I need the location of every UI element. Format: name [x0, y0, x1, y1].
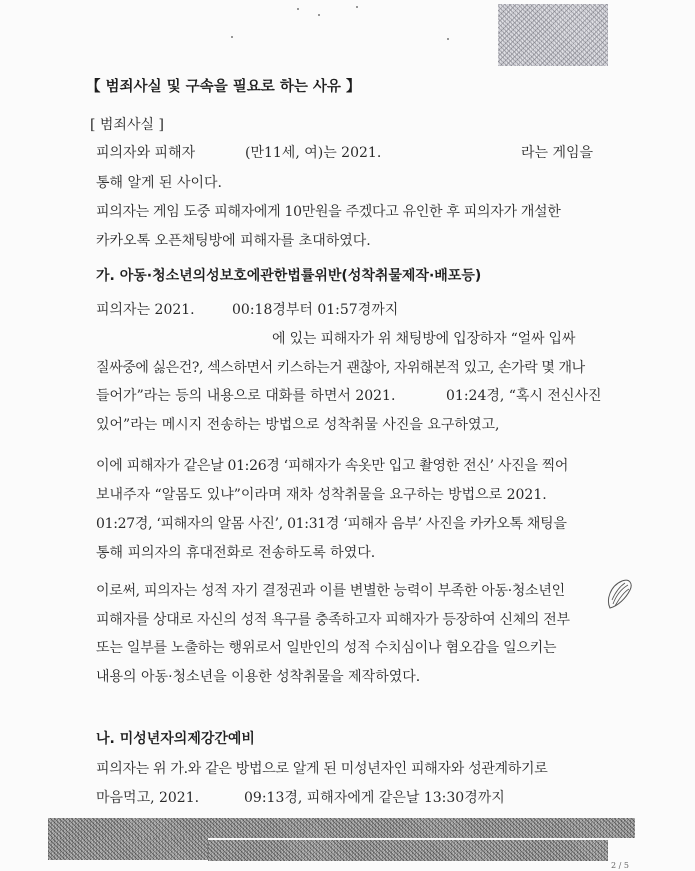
scan-speck	[297, 8, 299, 10]
ga-para2-line-3: 01:27경, ‘피해자의 알몸 사진’, 01:31경 ‘피해자 음부’ 사진을 카카오톡 채팅을	[96, 516, 567, 532]
ga-line-1a: 피의자는 2021.	[96, 302, 195, 318]
ga-para2-line-1: 이에 피해자가 같은날 01:26경 ‘피해자가 속옷만 입고 촬영한 전신’ 사진을 찍어	[96, 458, 569, 474]
scan-speck	[447, 38, 449, 40]
intro-line-3: 피의자는 게임 도중 피해자에게 10만원을 주겠다고 유인한 후 피의자가 개설한	[96, 204, 561, 220]
na-line-2b: 09:13경, 피해자에게 같은날 13:30경까지	[244, 790, 505, 806]
na-line-1: 피의자는 위 가.와 같은 방법으로 알게 된 미성년자인 피해자와 성관계하기로	[96, 761, 548, 777]
main-heading: 【 범죄사실 및 구속을 필요로 하는 사유 】	[86, 79, 361, 95]
redacted-text-block	[48, 838, 208, 860]
ga-line-1b: 00:18경부터 01:57경까지	[232, 302, 399, 318]
intro-line-1b: (만11세, 여)는 2021.	[245, 145, 382, 161]
ga-para2-line-4: 통해 피의자의 휴대전화로 전송하도록 하였다.	[96, 545, 376, 561]
scan-speck	[356, 6, 358, 8]
redacted-stamp-area	[498, 4, 608, 66]
scan-speck	[318, 14, 320, 16]
ga-line-4b: 01:24경, “혹시 전신사진	[446, 388, 602, 404]
ga-para3-line-4: 내용의 아동·청소년을 이용한 성착취물을 제작하였다.	[96, 669, 421, 685]
page-number: 2 / 5	[611, 861, 629, 870]
ga-line-3: 질싸중에 싫은건?, 섹스하면서 키스하는거 괜찮아, 자위해본적 있고, 손가락 몇 개나	[96, 360, 585, 376]
scan-speck	[231, 36, 233, 38]
ga-para3-line-3: 또는 일부를 노출하는 행위로서 일반인의 성적 수치심이나 혐오감을 일으키는	[96, 640, 557, 656]
seal-stamp-mark	[604, 578, 634, 612]
sub-heading: [ 범죄사실 ]	[90, 117, 164, 133]
ga-para3-line-1: 이로써, 피의자는 성적 자기 결정권과 이를 변별한 능력이 부족한 아동·청소년인	[96, 583, 565, 599]
redacted-text-block	[48, 818, 635, 838]
ga-line-2: 에 있는 피해자가 위 채팅방에 입장하자 “얼싸 입싸	[272, 331, 576, 347]
ga-para3-line-2: 피해자를 상대로 자신의 성적 욕구를 충족하고자 피해자가 등장하여 신체의 전부	[96, 612, 570, 628]
na-line-2a: 마음먹고, 2021.	[96, 790, 200, 806]
intro-line-1a: 피의자와 피해자	[96, 145, 196, 161]
ga-line-5: 있어”라는 메시지 전송하는 방법으로 성착취물 사진을 요구하였고,	[96, 417, 500, 433]
section-na-heading: 나. 미성년자의제강간예비	[96, 731, 255, 747]
intro-line-2: 통해 알게 된 사이다.	[96, 175, 222, 191]
intro-line-4: 카카오톡 오픈채팅방에 피해자를 초대하였다.	[96, 233, 371, 249]
section-ga-heading: 가. 아동·청소년의성보호에관한법률위반(성착취물제작·배포등)	[96, 268, 482, 284]
intro-line-1c: 라는 게임을	[521, 145, 594, 161]
ga-line-4: 들어가”라는 등의 내용으로 대화를 하면서 2021.	[96, 388, 396, 404]
redacted-text-block	[208, 840, 608, 861]
ga-para2-line-2: 보내주자 “알몸도 있냐”이라며 재차 성착취물을 요구하는 방법으로 2021.	[96, 487, 547, 503]
